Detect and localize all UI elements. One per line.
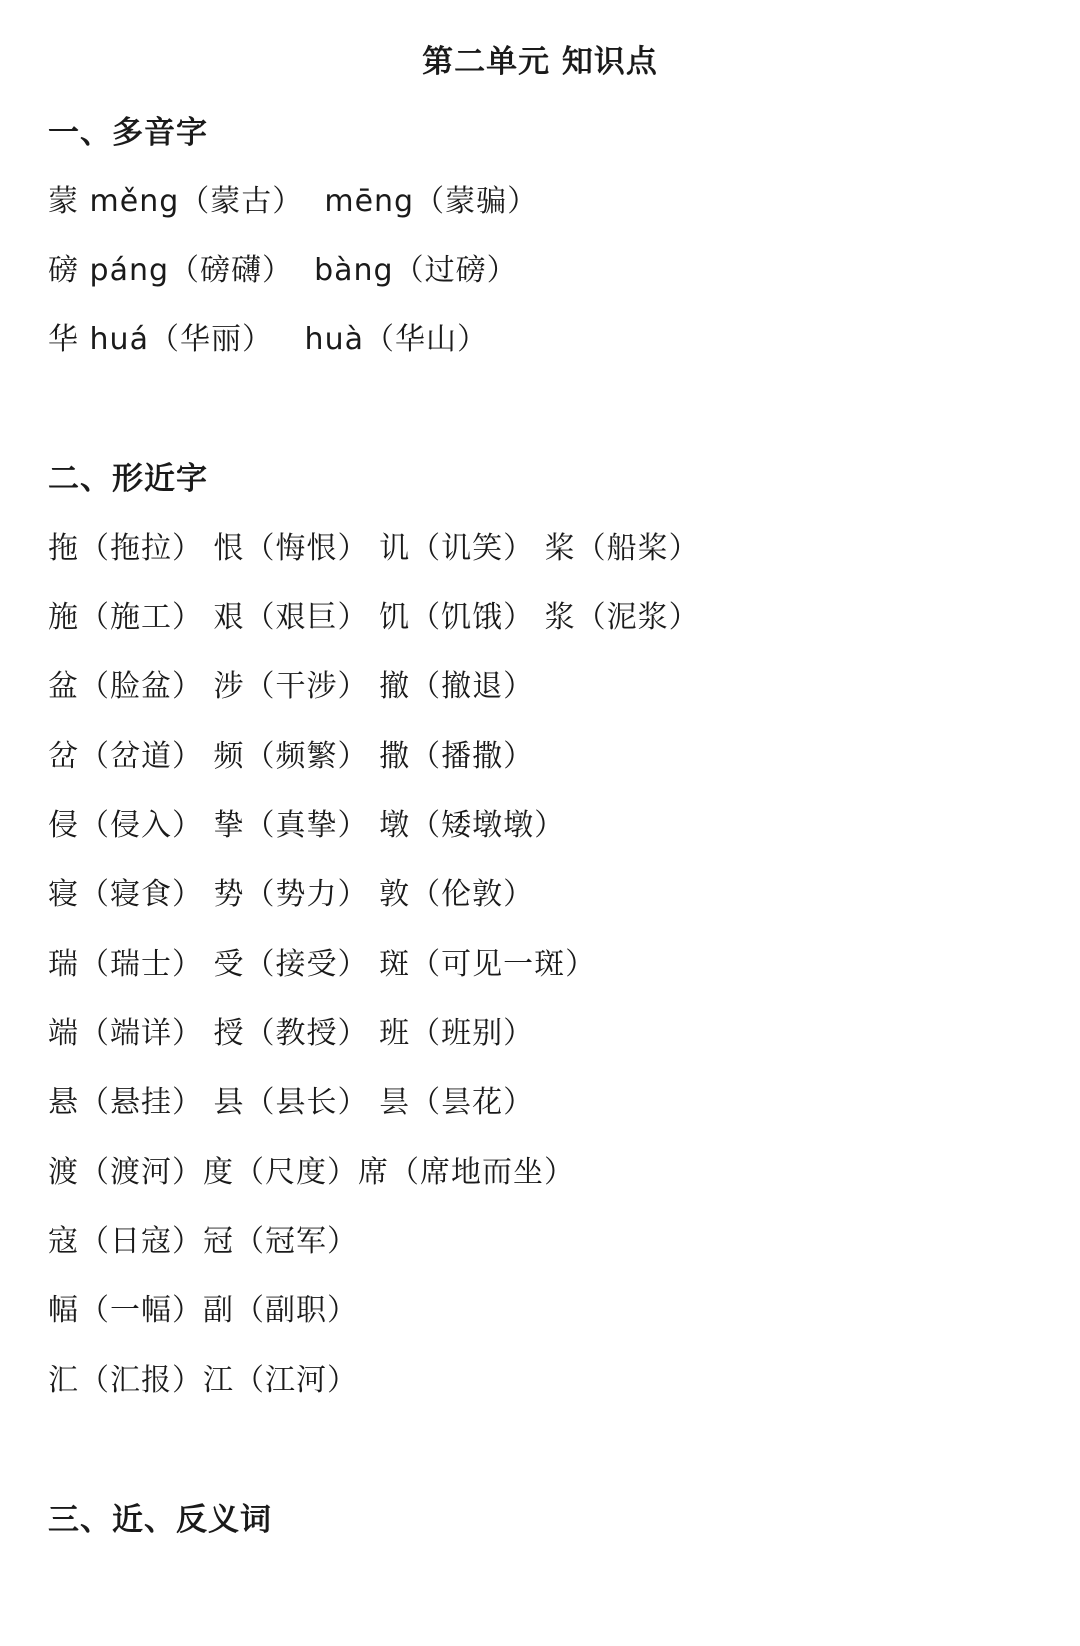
polyphonic-line: 华 huá（华丽） huà（华山） (48, 322, 488, 357)
similar-chars-line: 盆（脸盆） 涉（干涉） 撤（撤退） (48, 669, 535, 704)
similar-chars-line: 渡（渡河）度（尺度）席（席地而坐） (48, 1155, 575, 1190)
section-heading-synonyms-antonyms: 三、近、反义词 (48, 1502, 272, 1538)
similar-chars-line: 施（施工） 艰（艰巨） 饥（饥饿） 浆（泥浆） (48, 600, 700, 635)
similar-chars-line: 端（端详） 授（教授） 班（班别） (48, 1016, 535, 1051)
similar-chars-line: 拖（拖拉） 恨（悔恨） 讥（讥笑） 桨（船桨） (48, 531, 700, 566)
polyphonic-line: 磅 páng（磅礴） bàng（过磅） (48, 253, 518, 288)
similar-chars-line: 寝（寝食） 势（势力） 敦（伦敦） (48, 877, 535, 912)
similar-chars-line: 侵（侵入） 挚（真挚） 墩（矮墩墩） (48, 808, 566, 843)
similar-chars-line: 汇（汇报）江（江河） (48, 1363, 358, 1398)
similar-chars-line: 瑞（瑞士） 受（接受） 斑（可见一斑） (48, 947, 597, 982)
section-heading-similar-chars: 二、形近字 (48, 461, 208, 497)
similar-chars-line: 岔（岔道） 频（频繁） 撒（播撒） (48, 739, 535, 774)
page-title: 第二单元 知识点 (422, 44, 658, 80)
similar-chars-line: 寇（日寇）冠（冠军） (48, 1224, 358, 1259)
similar-chars-line: 幅（一幅）副（副职） (48, 1293, 358, 1328)
similar-chars-line: 悬（悬挂） 县（县长） 昙（昙花） (48, 1085, 535, 1120)
section-heading-polyphonic: 一、多音字 (48, 115, 208, 151)
polyphonic-line: 蒙 měng（蒙古） mēng（蒙骗） (48, 184, 539, 219)
